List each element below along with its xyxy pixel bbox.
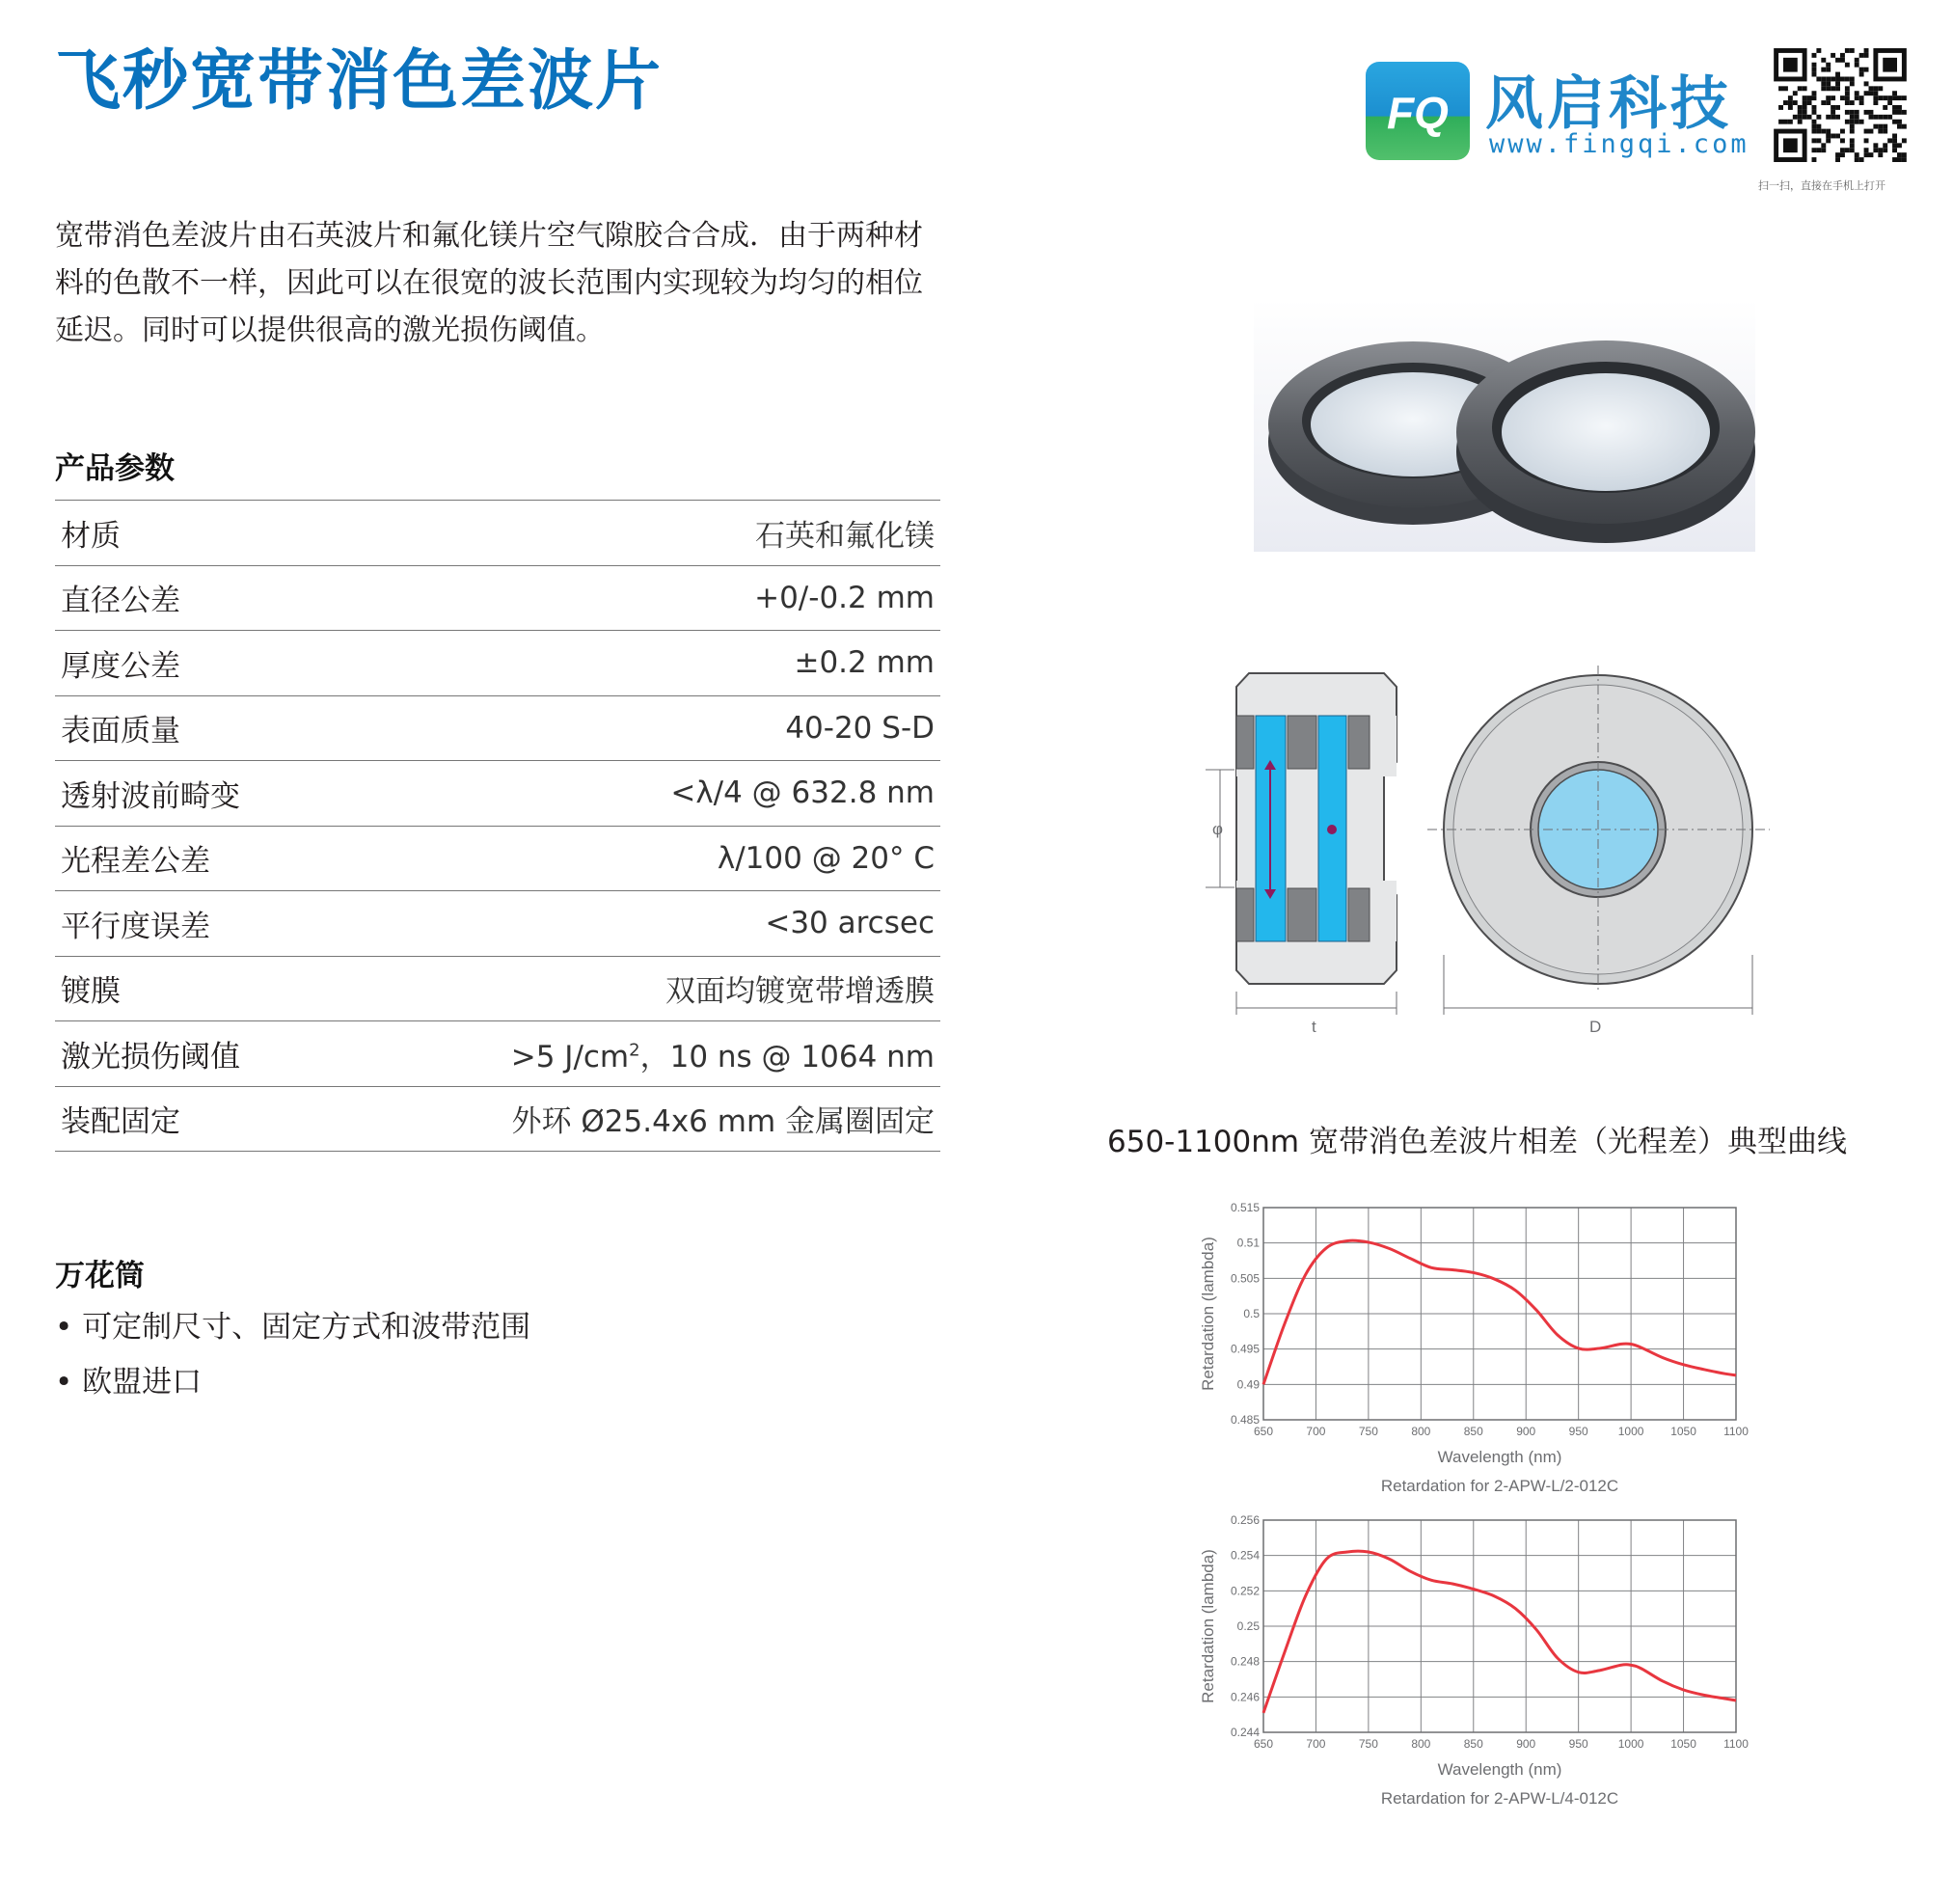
list-item: • 可定制尺寸、固定方式和波带范围: [55, 1300, 530, 1355]
brand-logo-icon: [1366, 62, 1470, 160]
y-tick-label: 0.25: [1236, 1619, 1260, 1633]
x-axis-label: Wavelength (nm): [1437, 1448, 1562, 1466]
x-tick-label: 900: [1516, 1737, 1536, 1751]
y-tick-label: 0.505: [1230, 1271, 1260, 1286]
spec-row: [55, 566, 940, 632]
y-tick-label: 0.485: [1230, 1413, 1260, 1427]
diameter-label: D: [1589, 1018, 1602, 1036]
spec-value: 双面均镀宽带增透膜: [665, 974, 935, 1010]
x-tick-label: 700: [1306, 1425, 1326, 1438]
chart-title: Retardation for 2-APW-L/4-012C: [1380, 1789, 1619, 1808]
x-tick-label: 900: [1516, 1425, 1536, 1438]
y-axis-label: Retardation (lambda): [1199, 1549, 1217, 1703]
x-tick-label: 950: [1568, 1737, 1588, 1751]
qr-caption: 扫一扫，直接在手机上打开: [1758, 179, 1885, 192]
y-axis-label: Retardation (lambda): [1199, 1237, 1217, 1391]
x-tick-label: 850: [1463, 1737, 1483, 1751]
page-title: 飞秒宽带消色差波片: [55, 43, 664, 120]
y-tick-label: 0.5: [1243, 1307, 1260, 1320]
retardation-chart-half-wave: [1186, 1196, 1784, 1505]
y-tick-label: 0.244: [1230, 1726, 1260, 1739]
spec-value: λ/100 @ 20° C: [717, 840, 935, 876]
y-tick-label: 0.495: [1230, 1342, 1260, 1356]
list-item: • 欧盟进口: [55, 1355, 530, 1410]
chart-title: Retardation for 2-APW-L/2-012C: [1380, 1477, 1619, 1495]
spec-label: 镀膜: [61, 974, 121, 1010]
spec-row: [55, 696, 940, 762]
brand-url[interactable]: www.fingqi.com: [1489, 129, 1750, 159]
spec-row: [55, 501, 940, 566]
x-tick-label: 1050: [1670, 1737, 1696, 1751]
spec-row: [55, 1087, 940, 1153]
x-tick-label: 650: [1253, 1425, 1274, 1438]
spec-row: [55, 891, 940, 957]
spec-row: [55, 761, 940, 827]
spec-label: 材质: [61, 518, 121, 554]
x-tick-label: 850: [1463, 1425, 1483, 1438]
x-tick-label: 800: [1411, 1737, 1431, 1751]
feature-list: [55, 1300, 530, 1410]
spec-value: [511, 1032, 935, 1075]
brand-name: 风启科技: [1485, 70, 1732, 138]
retardation-chart-quarter-wave: [1186, 1509, 1784, 1821]
spec-label: 光程差公差: [61, 844, 210, 880]
spec-value: ±0.2 mm: [794, 645, 935, 681]
spec-label: 平行度误差: [61, 909, 210, 944]
x-tick-label: 750: [1358, 1737, 1378, 1751]
spec-value: 石英和氟化镁: [755, 518, 935, 554]
y-tick-label: 0.246: [1230, 1690, 1260, 1704]
spec-value-superscript: 2: [629, 1040, 640, 1061]
spec-value: +0/-0.2 mm: [754, 580, 935, 615]
specs-heading: 产品参数: [55, 451, 175, 486]
spec-row: [55, 631, 940, 696]
x-tick-label: 1000: [1617, 1425, 1644, 1438]
logo-badge-text: FQ: [1387, 88, 1449, 138]
spec-label: 直径公差: [61, 584, 180, 619]
features-heading: 万花筒: [55, 1259, 145, 1293]
spec-value: 外环 Ø25.4x6 mm 金属圈固定: [511, 1104, 935, 1140]
x-tick-label: 950: [1568, 1425, 1588, 1438]
y-tick-label: 0.256: [1230, 1513, 1260, 1527]
spec-row: [55, 827, 940, 892]
dimension-diagram: [1196, 666, 1784, 1042]
spec-label: 激光损伤阈值: [61, 1039, 240, 1074]
spec-label: 装配固定: [61, 1104, 180, 1140]
y-tick-label: 0.252: [1230, 1584, 1260, 1598]
spec-value: <λ/4 @ 632.8 nm: [670, 775, 935, 811]
x-axis-label: Wavelength (nm): [1437, 1760, 1562, 1779]
y-tick-label: 0.49: [1236, 1377, 1260, 1392]
product-photo: [1254, 299, 1755, 552]
qr-code-icon: [1773, 48, 1908, 162]
spec-label: 表面质量: [61, 714, 180, 749]
spec-row: [55, 957, 940, 1022]
spec-row: [55, 1021, 940, 1087]
spec-value-prefix: >5 J/cm: [510, 1039, 630, 1074]
y-tick-label: 0.254: [1230, 1548, 1260, 1563]
spec-label: 透射波前畸变: [61, 778, 240, 814]
y-tick-label: 0.248: [1230, 1654, 1260, 1669]
spec-value-suffix: ，10 ns @ 1064 nm: [639, 1039, 935, 1074]
spec-value: <30 arcsec: [765, 906, 935, 941]
x-tick-label: 750: [1358, 1425, 1378, 1438]
spec-value: 40-20 S-D: [785, 710, 935, 746]
series-line: [1263, 1240, 1736, 1384]
y-tick-label: 0.515: [1230, 1201, 1260, 1214]
x-tick-label: 1050: [1670, 1425, 1696, 1438]
phi-label: φ: [1212, 820, 1224, 838]
thickness-label: t: [1312, 1018, 1316, 1036]
x-tick-label: 1100: [1723, 1737, 1749, 1751]
x-tick-label: 650: [1253, 1737, 1274, 1751]
y-tick-label: 0.51: [1236, 1236, 1260, 1250]
x-tick-label: 800: [1411, 1425, 1431, 1438]
x-tick-label: 1000: [1617, 1737, 1644, 1751]
spec-table: [55, 500, 940, 1152]
series-line: [1263, 1551, 1736, 1713]
intro-text: 宽带消色差波片由石英波片和氟化镁片空气隙胶合合成．由于两种材料的色散不一样，因此可以在很宽的波长范围内实现较为均匀的相位延迟。同时可以提供很高的激光损伤阈值。: [55, 219, 923, 347]
x-tick-label: 1100: [1723, 1425, 1749, 1438]
curve-section-title: 650-1100nm 宽带消色差波片相差（光程差）典型曲线: [1107, 1125, 1847, 1159]
x-tick-label: 700: [1306, 1737, 1326, 1751]
spec-label: 厚度公差: [61, 648, 180, 684]
